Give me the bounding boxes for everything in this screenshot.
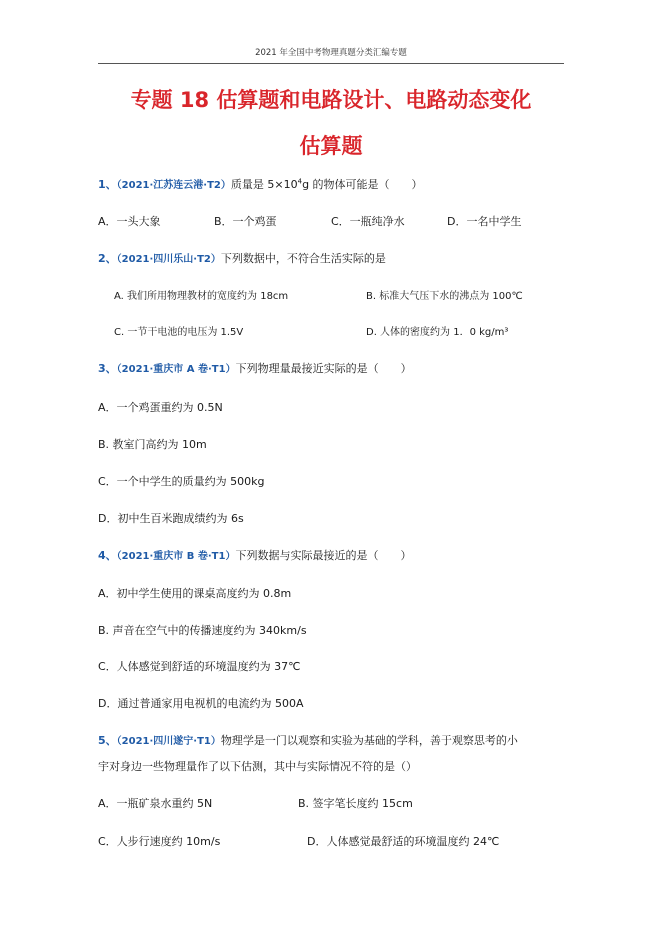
question-number: 1、 bbox=[98, 178, 117, 191]
question-number: 2、 bbox=[98, 252, 117, 265]
question-2-header bbox=[98, 252, 386, 267]
question-5-option-c: C．人步行速度约 10m/s bbox=[98, 835, 221, 848]
question-source: （2021·四川乐山·T2） bbox=[116, 254, 221, 265]
question-source: （2021·江苏连云港·T2） bbox=[116, 180, 231, 191]
question-1-header bbox=[98, 178, 423, 193]
section-title: 估算题 bbox=[299, 134, 363, 158]
question-4-option-c: C．人体感觉到舒适的环境温度约为 37℃ bbox=[98, 660, 301, 673]
question-4-option-d: D．通过普通家用电视机的电流约为 500A bbox=[98, 697, 304, 710]
question-1-option-c: C．一瓶纯净水 bbox=[331, 215, 405, 228]
question-source: （2021·四川遂宁·T1） bbox=[116, 736, 221, 747]
question-4-option-b: B. 声音在空气中的传播速度约为 340km/s bbox=[98, 624, 307, 637]
question-source: （2021·重庆市 B 卷·T1） bbox=[116, 551, 236, 562]
question-4-header bbox=[98, 549, 411, 564]
question-1-option-b: B．一个鸡蛋 bbox=[214, 215, 277, 228]
question-2-option-a: A. 我们所用物理教材的宽度约为 18cm bbox=[114, 291, 289, 302]
question-5-option-a: A．一瓶矿泉水重约 5N bbox=[98, 797, 213, 810]
question-5-stem-continued: 宇对身边一些物理量作了以下估测，其中与实际情况不符的是（） bbox=[98, 760, 417, 773]
question-number: 5、 bbox=[98, 734, 117, 747]
question-stem: 质量是 $5\times 10^4g$ 的物体可能是（ ） bbox=[230, 177, 423, 191]
question-1-option-d: D．一名中学生 bbox=[447, 215, 522, 228]
question-3-header bbox=[98, 362, 412, 377]
question-stem: 下列物理量最接近实际的是（ ） bbox=[235, 362, 412, 375]
question-5-option-b: B. 签字笔长度约 15cm bbox=[298, 797, 413, 810]
question-number: 3、 bbox=[98, 362, 117, 375]
question-3-option-b: B. 教室门高约为 10m bbox=[98, 438, 207, 451]
question-1-option-a: A．一头大象 bbox=[98, 215, 161, 228]
question-3-option-a: A．一个鸡蛋重约为 0.5N bbox=[98, 401, 223, 414]
question-3-option-c: C．一个中学生的质量约为 500kg bbox=[98, 475, 265, 488]
question-stem: 物理学是一门以观察和实验为基础的学科，善于观察思考的小 bbox=[220, 734, 518, 747]
question-5-header bbox=[98, 734, 518, 749]
question-number: 4、 bbox=[98, 549, 117, 562]
question-2-option-c: C. 一节干电池的电压为 1.5V bbox=[114, 327, 244, 338]
question-stem: 下列数据与实际最接近的是（ ） bbox=[235, 549, 412, 562]
question-3-option-d: D．初中生百米跑成绩约为 6s bbox=[98, 512, 244, 525]
question-source: （2021·重庆市 A 卷·T1） bbox=[116, 364, 236, 375]
question-2-option-b: B. 标准大气压下水的沸点为 100℃ bbox=[366, 291, 523, 302]
page-title: 专题 18 估算题和电路设计、电路动态变化 bbox=[130, 88, 532, 112]
question-5-option-d: D．人体感觉最舒适的环境温度约 24℃ bbox=[307, 835, 500, 848]
question-stem: 下列数据中，不符合生活实际的是 bbox=[220, 252, 386, 265]
question-2-option-d: D. 人体的密度约为 1．0 kg/m³ bbox=[366, 327, 509, 338]
running-header: 2021 年全国中考物理真题分类汇编专题 bbox=[255, 48, 407, 58]
question-4-option-a: A．初中学生使用的课桌高度约为 0.8m bbox=[98, 587, 292, 600]
header-divider bbox=[98, 63, 564, 64]
